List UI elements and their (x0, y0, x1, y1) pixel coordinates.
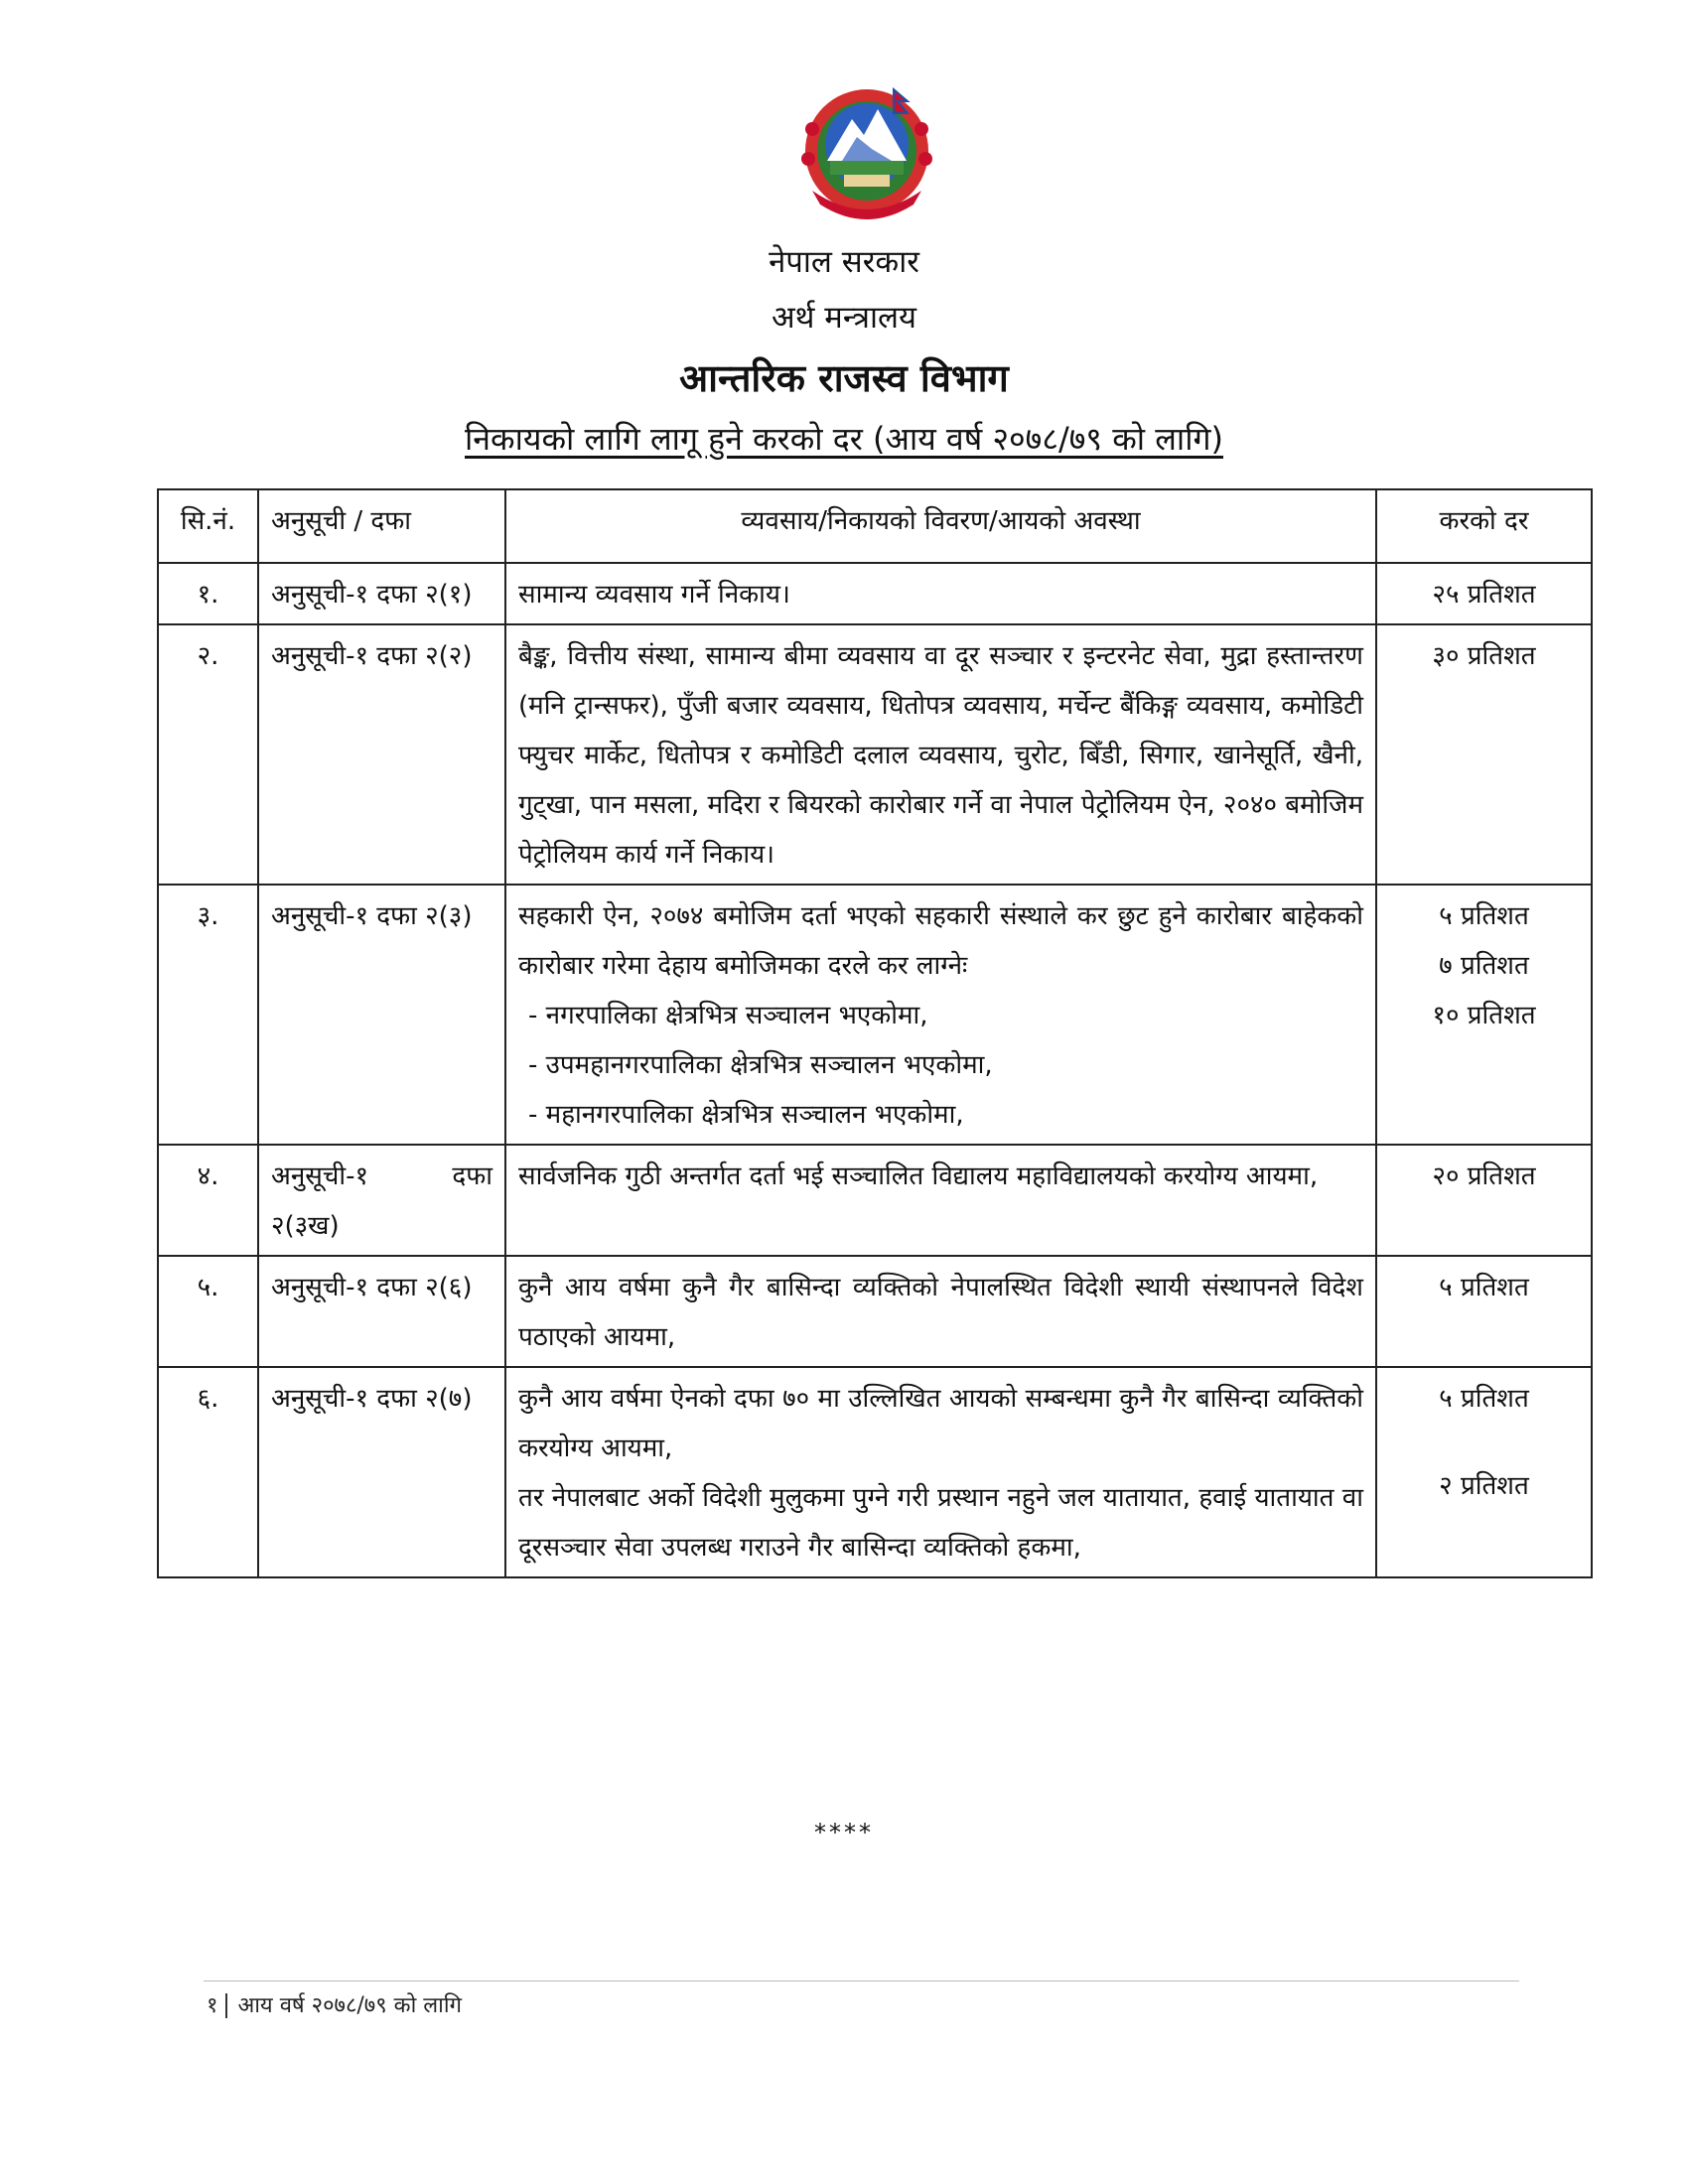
ministry-name: अर्थ मन्त्रालय (771, 300, 917, 336)
list-item: - उपमहानगरपालिका क्षेत्रभित्र सञ्चालन भएकोमा, (528, 1050, 993, 1080)
nepal-government-emblem-icon (782, 79, 951, 228)
rate-value: ५ प्रतिशत (1439, 1384, 1529, 1414)
row-sn: २. (158, 624, 258, 885)
row-schedule: अनुसूची-१ दफा २(७) (258, 1367, 505, 1577)
row-schedule: अनुसूची-१ दफा २(२) (258, 624, 505, 885)
table-header-row (158, 489, 1592, 563)
row-description: सामान्य व्यवसाय गर्ने निकाय। (505, 563, 1376, 624)
row-sn: १. (158, 563, 258, 624)
footer-divider (204, 1980, 1519, 1981)
list-item: - नगरपालिका क्षेत्रभित्र सञ्चालन भएकोमा, (528, 1001, 928, 1030)
row-rate (1376, 885, 1592, 1145)
row-rate: ५ प्रतिशत (1376, 1256, 1592, 1367)
end-mark: **** (814, 1819, 874, 1846)
row-rate: २० प्रतिशत (1376, 1145, 1592, 1256)
document-title: निकायको लागि लागू हुने करको दर (आय वर्ष २०७८/७९ को लागि) (465, 420, 1223, 458)
row-schedule: अनुसूची-१ दफा २(६) (258, 1256, 505, 1367)
row-sn: ५. (158, 1256, 258, 1367)
row-description-proviso: तर नेपालबाट अर्को विदेशी मुलुकमा पुग्ने गरी प्रस्थान नहुने जल यातायात, हवाई यातायात वा दूरसञ्चार सेवा उपलब्ध गराउने गैर बासिन्दा व्यक्तिको हकमा, (518, 1483, 1363, 1563)
list-item: - महानगरपालिका क्षेत्रभित्र सञ्चालन भएकोमा, (528, 1100, 964, 1130)
col-header-description: व्यवसाय/निकायको विवरण/आयको अवस्था (505, 489, 1376, 563)
rate-value: ७ प्रतिशत (1439, 951, 1529, 981)
row-schedule: अनुसूची-१ दफा २(३ख) (258, 1145, 505, 1256)
rate-condition-list (518, 991, 1363, 1140)
row-sn: ६. (158, 1367, 258, 1577)
rate-value: २ प्रतिशत (1439, 1471, 1529, 1501)
row-rate: २५ प्रतिशत (1376, 563, 1592, 624)
table-row (158, 1367, 1592, 1577)
page-number: १ (207, 1993, 227, 2018)
row-rate: ३० प्रतिशत (1376, 624, 1592, 885)
table-row (158, 563, 1592, 624)
row-description: सार्वजनिक गुठी अन्तर्गत दर्ता भई सञ्चालित विद्यालय महाविद्यालयको करयोग्य आयमा, (505, 1145, 1376, 1256)
table-row (158, 624, 1592, 885)
row-description (505, 1367, 1376, 1577)
table-row (158, 885, 1592, 1145)
rate-value: ५ प्रतिशत (1439, 901, 1529, 931)
row-description: कुनै आय वर्षमा कुनै गैर बासिन्दा व्यक्तिको नेपालस्थित विदेशी स्थायी संस्थापनले विदेश पठाएको आयमा, (505, 1256, 1376, 1367)
col-header-rate: करको दर (1376, 489, 1592, 563)
tax-rate-table (157, 488, 1593, 1578)
row-schedule: अनुसूची-१ दफा २(१) (258, 563, 505, 624)
government-name: नेपाल सरकार (769, 244, 919, 280)
row-sn: ४. (158, 1145, 258, 1256)
col-header-schedule: अनुसूची / दफा (258, 489, 505, 563)
row-description (505, 885, 1376, 1145)
row-sn: ३. (158, 885, 258, 1145)
col-header-sn: सि.नं. (158, 489, 258, 563)
department-name: आन्तरिक राजस्व विभाग (679, 356, 1009, 400)
row-schedule: अनुसूची-१ दफा २(३) (258, 885, 505, 1145)
rate-value: १० प्रतिशत (1432, 1001, 1536, 1030)
row-description: बैङ्क, वित्तीय संस्था, सामान्य बीमा व्यवसाय वा दूर सञ्चार र इन्टरनेट सेवा, मुद्रा हस्तान्तरण (मनि ट्रान्सफर), पुँजी बजार व्यवसाय, धितोपत्र व्यवसाय, मर्चेन्ट बैंकिङ्ग व्यवसाय, कमोडिटी फ्युचर मार्केट, धितोपत्र र कमोडिटी दलाल व्यवसाय, चुरोट, बिँडी, सिगार, खानेसूर्ति, खैनी, गुट्खा, पान मसला, मदिरा र बियरको कारोबार गर्ने वा नेपाल पेट्रोलियम ऐन, २०४० बमोजिम पेट्रोलियम कार्य गर्ने निकाय। (505, 624, 1376, 885)
table-row (158, 1256, 1592, 1367)
page-footer (207, 1989, 462, 2019)
table-row (158, 1145, 1592, 1256)
row-description-main: कुनै आय वर्षमा ऐनको दफा ७० मा उल्लिखित आयको सम्बन्धमा कुनै गैर बासिन्दा व्यक्तिको करयोग्य आयमा, (518, 1384, 1363, 1463)
footer-text: आय वर्ष २०७८/७९ को लागि (237, 1993, 462, 2018)
row-description-intro: सहकारी ऐन, २०७४ बमोजिम दर्ता भएको सहकारी संस्थाले कर छुट हुने कारोबार बाहेकको कारोबार गरेमा देहाय बमोजिमका दरले कर लाग्नेः (518, 901, 1363, 981)
row-rate (1376, 1367, 1592, 1577)
